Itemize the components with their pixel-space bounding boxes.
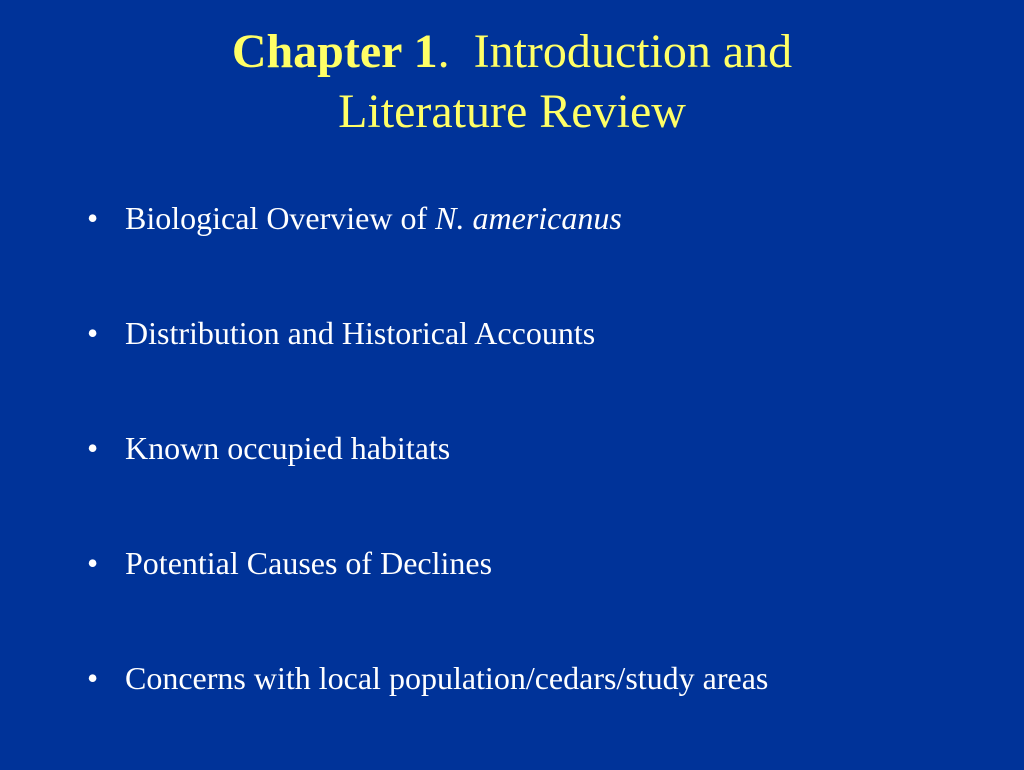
title-main-text: Introduction and: [473, 25, 793, 78]
title-line-1: [0, 22, 1024, 82]
bullet-item: [87, 195, 768, 310]
bullet-icon: •: [87, 315, 99, 351]
bullet-item: [87, 655, 768, 770]
title-line-2: Literature Review: [338, 85, 686, 138]
bullet-icon: •: [87, 430, 99, 466]
slide-title: [0, 22, 1024, 142]
bullet-item: [87, 425, 768, 540]
bullet-text: Potential Causes of Declines: [125, 545, 493, 581]
bullet-text: Concerns with local population/cedars/study areas: [125, 660, 769, 696]
bullet-list: [87, 195, 768, 770]
species-name: N. americanus: [435, 200, 622, 236]
bullet-text: Known occupied habitats: [125, 430, 451, 466]
bullet-text-plain: Biological Overview of: [125, 200, 436, 236]
bullet-icon: •: [87, 200, 99, 236]
bullet-icon: •: [87, 545, 99, 581]
bullet-icon: •: [87, 660, 99, 696]
bullet-item: [87, 310, 768, 425]
bullet-text: [125, 195, 622, 241]
title-period: .: [437, 25, 450, 78]
bullet-text: Distribution and Historical Accounts: [125, 315, 596, 351]
title-chapter-label: Chapter 1: [231, 25, 438, 78]
bullet-item: [87, 540, 768, 655]
